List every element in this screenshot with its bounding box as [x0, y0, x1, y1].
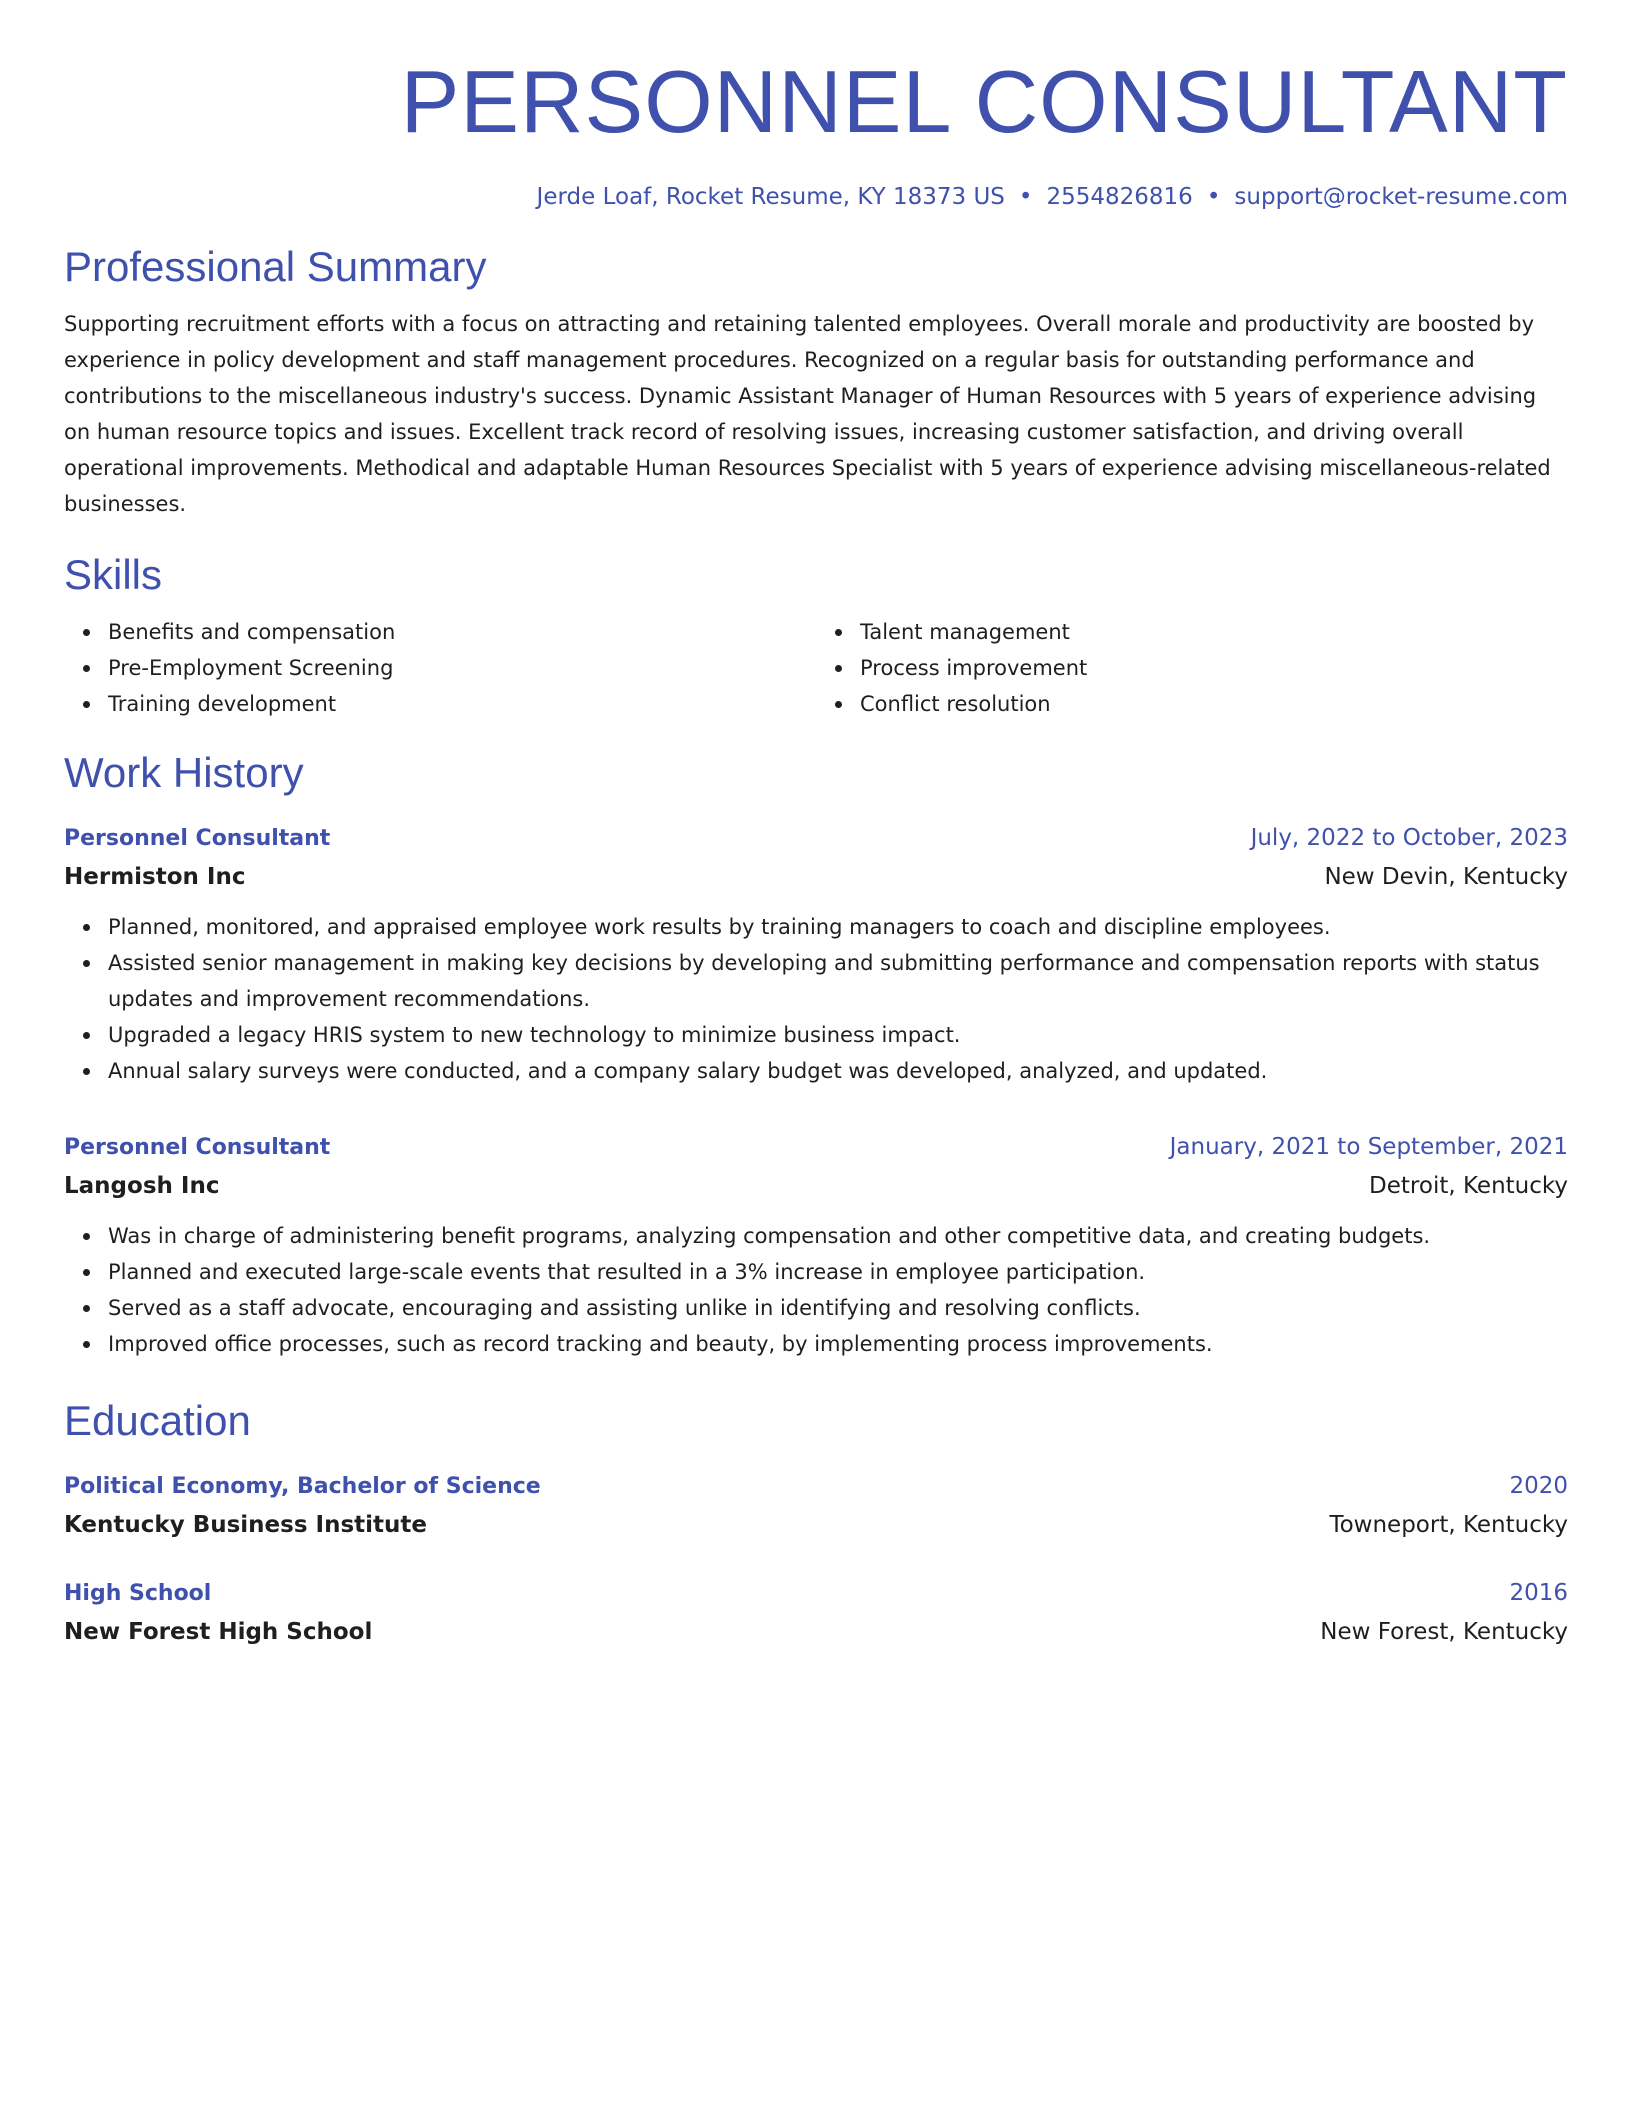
section-heading-work-history: Work History: [64, 749, 304, 796]
skill-item: Benefits and compensation: [108, 614, 816, 650]
skill-item: Conflict resolution: [860, 686, 1568, 722]
degree-row: [64, 1468, 1568, 1505]
job-entry: [64, 820, 1568, 1089]
contact-address: Jerde Loaf, Rocket Resume, KY 18373 US: [536, 184, 1005, 210]
job-bullets: [64, 1218, 1568, 1362]
job-bullet: Annual salary surveys were conducted, and a company salary budget was developed, analyzed, and updated.: [108, 1053, 1568, 1089]
skill-item: Process improvement: [860, 650, 1568, 686]
school-name: Kentucky Business Institute: [64, 1512, 427, 1538]
education-entry: [64, 1575, 1568, 1652]
job-dates: January, 2021 to September, 2021: [1169, 1134, 1568, 1160]
page-title: PERSONNEL CONSULTANT: [400, 52, 1568, 151]
job-bullet: Served as a staff advocate, encouraging and assisting unlike in identifying and resolving conflicts.: [108, 1290, 1568, 1326]
job-title-row: [64, 1129, 1568, 1166]
resume-header: [64, 52, 1568, 212]
job-location: Detroit, Kentucky: [1369, 1173, 1568, 1199]
contact-email: support@rocket-resume.com: [1234, 184, 1568, 210]
skills-section: [64, 550, 1568, 722]
job-bullet: Upgraded a legacy HRIS system to new technology to minimize business impact.: [108, 1017, 1568, 1053]
job-location: New Devin, Kentucky: [1324, 864, 1568, 890]
job-title: Personnel Consultant: [64, 1135, 331, 1160]
job-entry: [64, 1129, 1568, 1362]
job-company: Langosh Inc: [64, 1173, 220, 1199]
contact-separator: •: [1018, 184, 1033, 210]
job-bullet: Planned and executed large-scale events that resulted in a 3% increase in employee participation.: [108, 1254, 1568, 1290]
school-location: Towneport, Kentucky: [1329, 1512, 1568, 1538]
summary-text: Supporting recruitment efforts with a focus on attracting and retaining talented employees. Overall morale and productivity are boosted by experience in policy development and staff management procedures. Recognized on a regular basis for outstanding performance and contributions to the miscellaneous industry's success. Dynamic Assistant Manager of Human Resources with 5 years of experience advising on human resource topics and issues. Excellent track record of resolving issues, increasing customer satisfaction, and driving overall operational improvements. Methodical and adaptable Human Resources Specialist with 5 years of experience advising miscellaneous-related businesses.: [64, 312, 1551, 516]
job-dates: July, 2022 to October, 2023: [1250, 825, 1568, 851]
degree-title: High School: [64, 1581, 212, 1606]
work-history-section: [64, 748, 1568, 1362]
job-bullets: [64, 909, 1568, 1089]
skill-item: Pre-Employment Screening: [108, 650, 816, 686]
job-title-row: [64, 820, 1568, 857]
section-heading-skills: Skills: [64, 551, 163, 598]
contact-line: [64, 182, 1568, 212]
contact-separator: •: [1206, 184, 1221, 210]
summary-section: [64, 242, 1568, 522]
education-section: [64, 1396, 1568, 1652]
education-entry: [64, 1468, 1568, 1545]
skills-list-left: [64, 614, 816, 722]
section-heading-education: Education: [64, 1397, 251, 1444]
school-row: [64, 1612, 1568, 1652]
skills-list-right: [816, 614, 1568, 722]
degree-year: 2016: [1509, 1580, 1568, 1606]
contact-phone: 2554826816: [1046, 184, 1193, 210]
degree-year: 2020: [1509, 1473, 1568, 1499]
skill-item: Training development: [108, 686, 816, 722]
job-bullet: Improved office processes, such as record tracking and beauty, by implementing process improvements.: [108, 1326, 1568, 1362]
skills-grid: [64, 614, 1568, 722]
degree-title: Political Economy, Bachelor of Science: [64, 1474, 541, 1499]
job-bullet: Was in charge of administering benefit programs, analyzing compensation and other competitive data, and creating budgets.: [108, 1218, 1568, 1254]
section-heading-summary: Professional Summary: [64, 243, 487, 290]
skill-item: Talent management: [860, 614, 1568, 650]
school-row: [64, 1505, 1568, 1545]
job-bullet: Assisted senior management in making key decisions by developing and submitting performance and compensation reports with status updates and improvement recommendations.: [108, 945, 1568, 1017]
job-company-row: [64, 1166, 1568, 1206]
job-title: Personnel Consultant: [64, 826, 331, 851]
job-bullet: Planned, monitored, and appraised employee work results by training managers to coach and discipline employees.: [108, 909, 1568, 945]
degree-row: [64, 1575, 1568, 1612]
job-company: Hermiston Inc: [64, 864, 246, 890]
job-company-row: [64, 857, 1568, 897]
school-name: New Forest High School: [64, 1619, 373, 1645]
school-location: New Forest, Kentucky: [1320, 1619, 1568, 1645]
